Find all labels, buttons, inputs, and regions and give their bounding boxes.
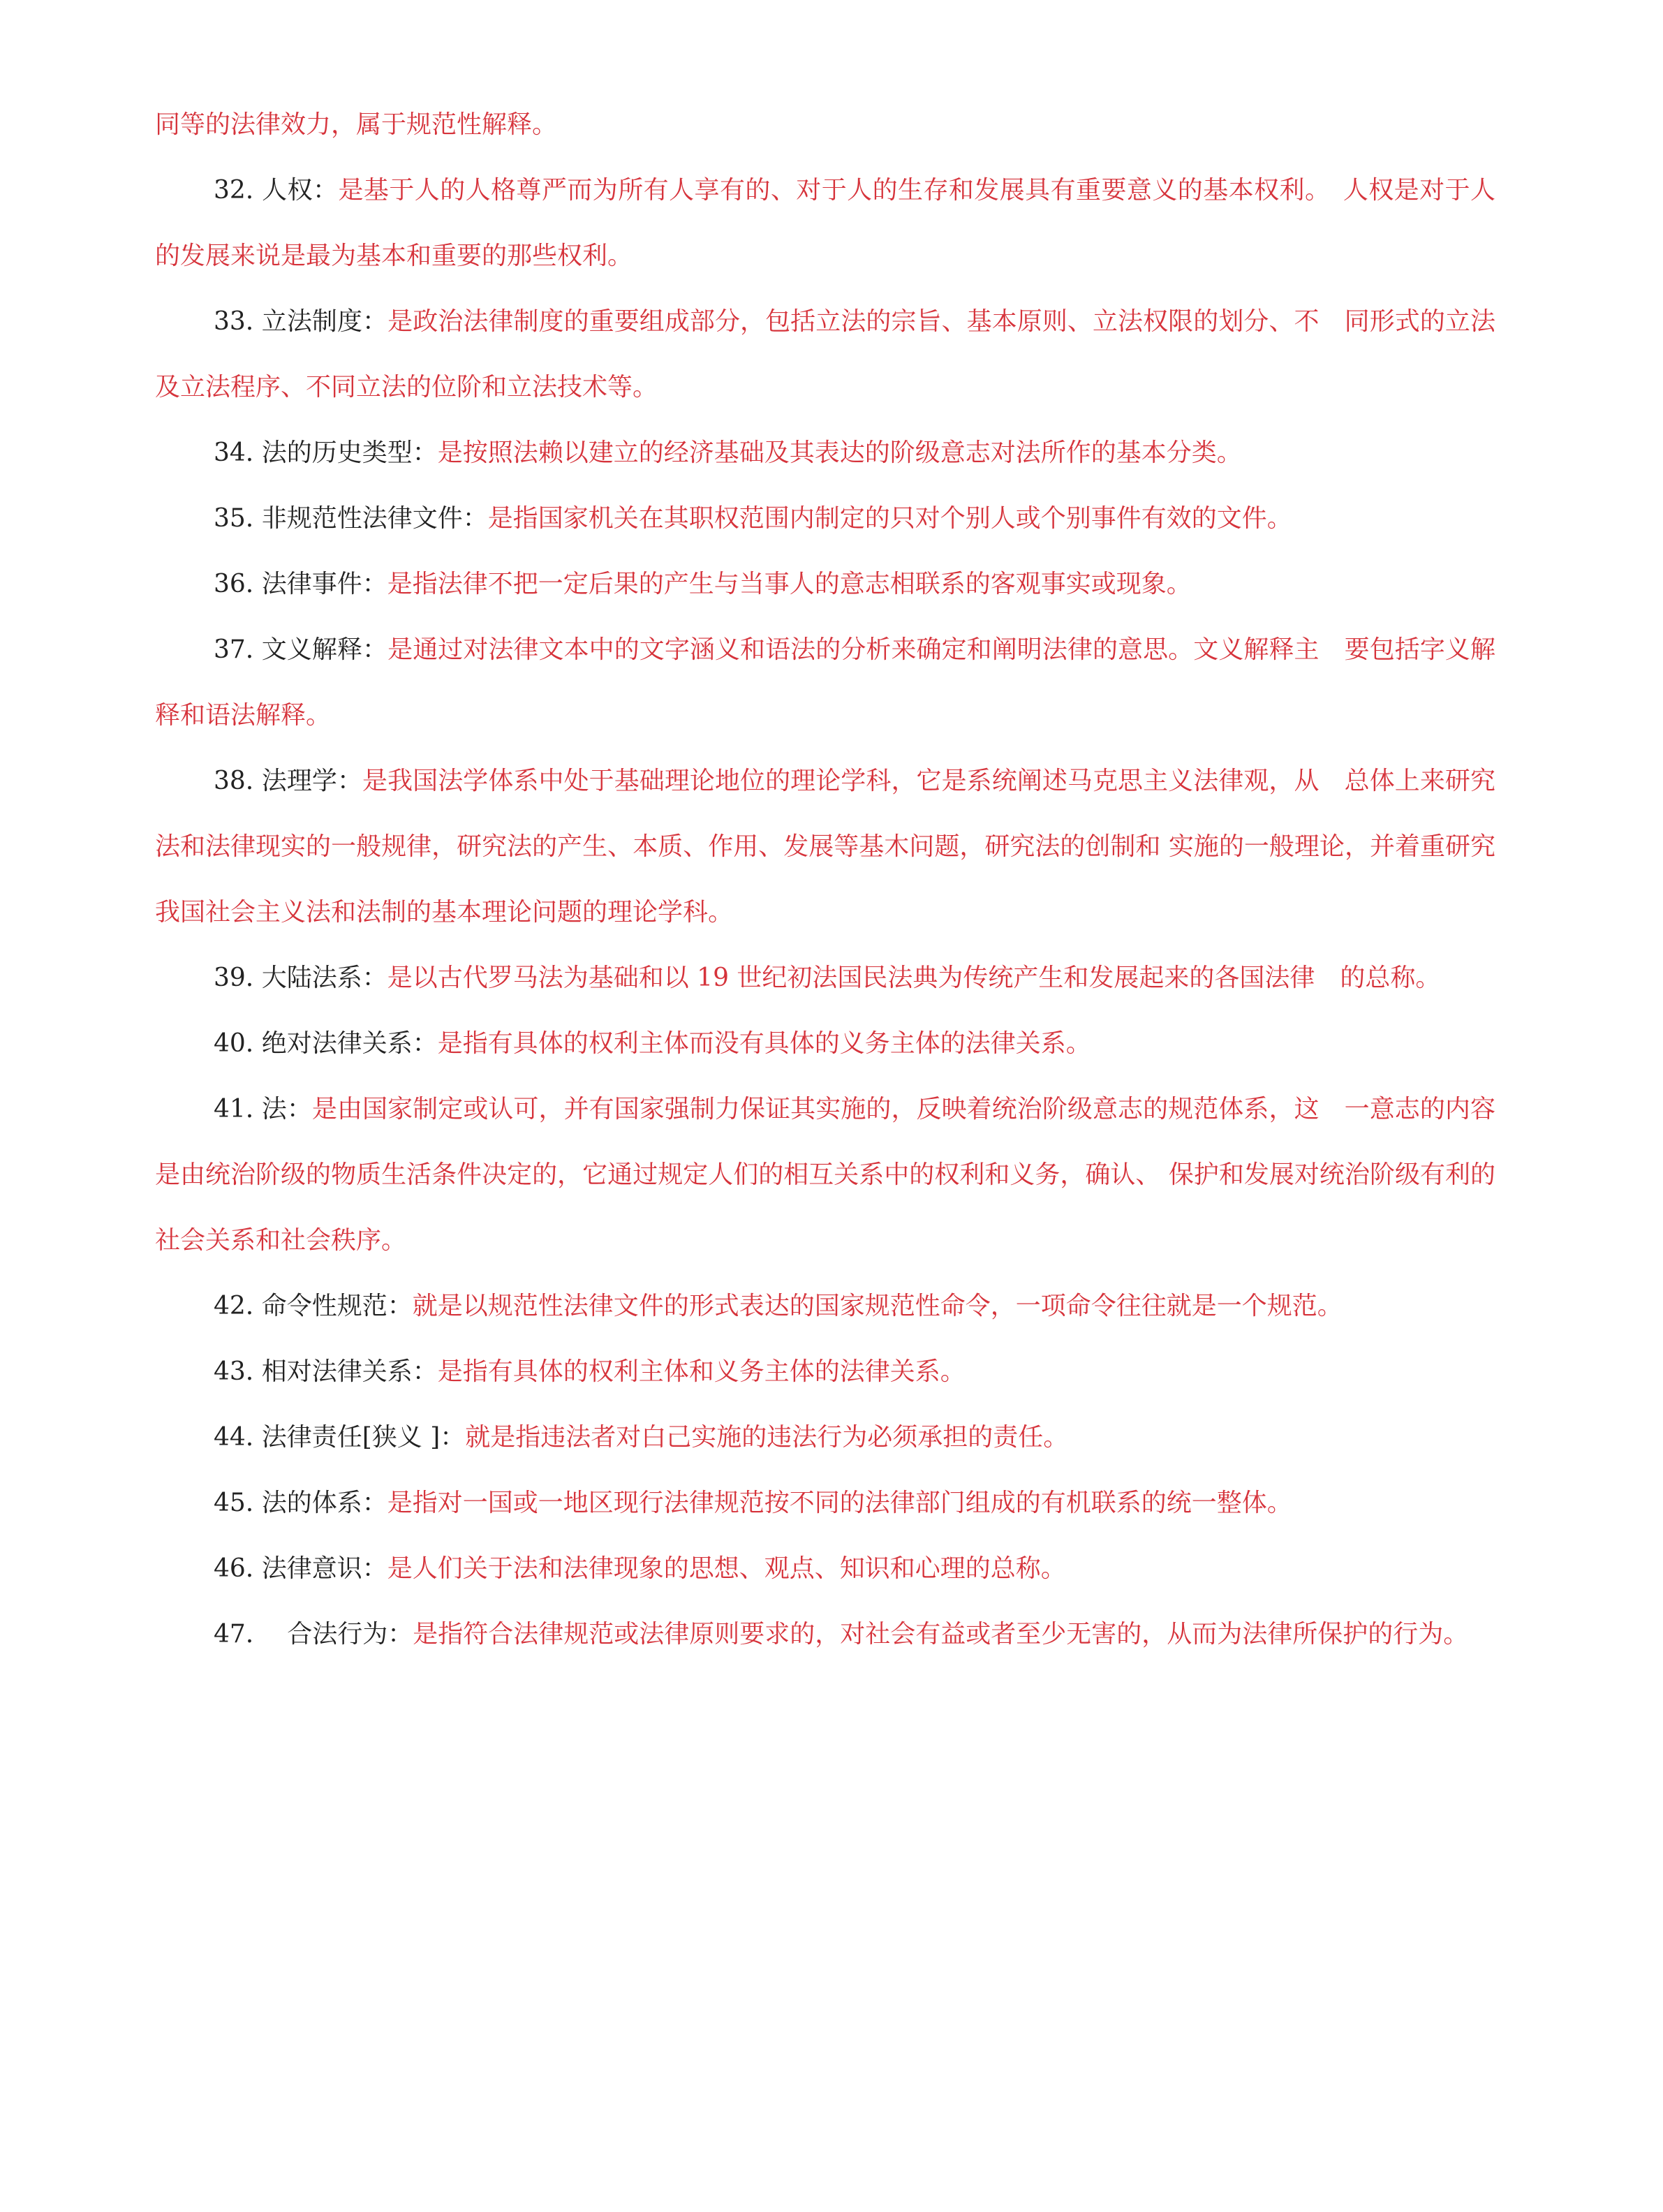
entry-39 [155,945,1495,1011]
entry-term: 文义解释： [261,635,388,664]
entry-number: 44. [214,1423,254,1452]
entry-number: 46. [214,1554,254,1583]
entry-term: 立法制度： [261,307,388,336]
entry-number: 35. [214,504,254,533]
entry-number: 43. [214,1357,254,1386]
entry-definition: 就是以规范性法律文件的形式表达的国家规范性命令，一项命令往往就是一个规范。 [412,1292,1343,1320]
entry-number: 32. [214,176,254,205]
entry-definition: 是指国家机关在其职权范围内制定的只对个别人或个别事件有效的文件。 [487,504,1292,533]
entry-32 [155,158,1495,289]
entry-term: 相对法律关系： [261,1357,438,1386]
entry-number: 37. [214,635,254,664]
entry-term: 法理学： [261,767,363,795]
entry-definition: 是基于人的人格尊严而为所有人享有的、对于人的生存和发展具有重要意义的基本权利。 人权是对于人的发展来说是最为基本和重要的那些权利。 [155,176,1495,270]
entry-definition: 是通过对法律文本中的文字涵义和语法的分析来确定和阐明法律的意思。文义解释主 要包括字义解释和语法解释。 [155,635,1495,730]
entry-term: 法律事件： [261,570,387,598]
entry-definition: 是指有具体的权利主体而没有具体的义务主体的法律关系。 [437,1029,1091,1058]
entry-38 [155,749,1495,945]
entry-definition: 是按照法赖以建立的经济基础及其表达的阶级意志对法所作的基本分类。 [437,438,1242,467]
entry-definition: 是指对一国或一地区现行法律规范按不同的法律部门组成的有机联系的统一整体。 [387,1489,1292,1517]
entry-definition: 是由国家制定或认可，并有国家强制力保证其实施的，反映着统治阶级意志的规范体系，这 一意志的内容是由统治阶级的物质生活条件决定的，它通过规定人们的相互关系中的权利和义务，确认、 保护和发展对统治阶级有利的社会关系和社会秩序。 [155,1095,1495,1255]
entry-number: 34. [214,438,254,467]
entry-47 [155,1602,1495,1667]
entry-35 [155,486,1495,552]
entry-term: 法律意识： [261,1554,387,1583]
entry-definition: 是指有具体的权利主体和义务主体的法律关系。 [437,1357,966,1386]
entry-term: 合法行为： [287,1620,413,1649]
entry-42 [155,1274,1495,1339]
entry-number: 36. [214,570,254,598]
entry-number: 33. [214,307,254,336]
entry-definition: 是以古代罗马法为基础和以 19 世纪初法国民法典为传统产生和发展起来的各国法律 的总称。 [387,964,1441,992]
entry-term: 法的体系： [261,1489,387,1517]
entry-34 [155,420,1495,486]
entry-term: 法的历史类型： [261,438,438,467]
entry-36 [155,552,1495,617]
entry-term: 命令性规范： [261,1292,413,1320]
entry-definition: 是政治法律制度的重要组成部分，包括立法的宗旨、基本原则、立法权限的划分、不 同形式的立法及立法程序、不同立法的位阶和立法技术等。 [155,307,1495,401]
entry-term: 大陆法系： [261,964,387,992]
entry-term: 法律责任[狭义 ]： [261,1423,466,1452]
entry-number: 39. [214,964,254,992]
entry-number: 40. [214,1029,254,1058]
entry-43 [155,1339,1495,1405]
entry-definition: 是人们关于法和法律现象的思想、观点、知识和心理的总称。 [387,1554,1066,1583]
entry-46 [155,1536,1495,1602]
entry-45 [155,1470,1495,1536]
entry-number: 38. [214,767,254,795]
entry-37 [155,617,1495,749]
entry-41 [155,1077,1495,1274]
entry-number: 42. [214,1292,254,1320]
entry-definition: 是指法律不把一定后果的产生与当事人的意志相联系的客观事实或现象。 [387,570,1192,598]
entry-number: 45. [214,1489,254,1517]
entry-term: 绝对法律关系： [261,1029,438,1058]
entry-33 [155,289,1495,420]
entry-40 [155,1011,1495,1077]
entry-44 [155,1405,1495,1470]
entry-number: 47. [214,1620,254,1649]
entry-term: 法： [261,1095,312,1123]
entry-term: 人权： [262,176,339,205]
entry-number: 41. [214,1095,254,1123]
continuation-text: 同等的法律效力，属于规范性解释。 [155,110,558,139]
entry-definition: 就是指违法者对白己实施的违法行为必须承担的责任。 [465,1423,1069,1452]
entry-definition: 是指符合法律规范或法律原则要求的，对社会有益或者至少无害的，从而为法律所保护的行为。 [413,1620,1469,1649]
document-body [155,92,1495,1667]
entry-term: 非规范性法律文件： [261,504,488,533]
entry-definition: 是我国法学体系中处于基础理论地位的理论学科，它是系统阐述马克思主义法律观，从 总体上来研究法和法律现实的一般规律，研究法的产生、本质、作用、发展等基木问题，研究法的创制和 实施的一般理论，并着重研究我国社会主义法和法制的基本理论问题的理论学科。 [155,767,1495,927]
